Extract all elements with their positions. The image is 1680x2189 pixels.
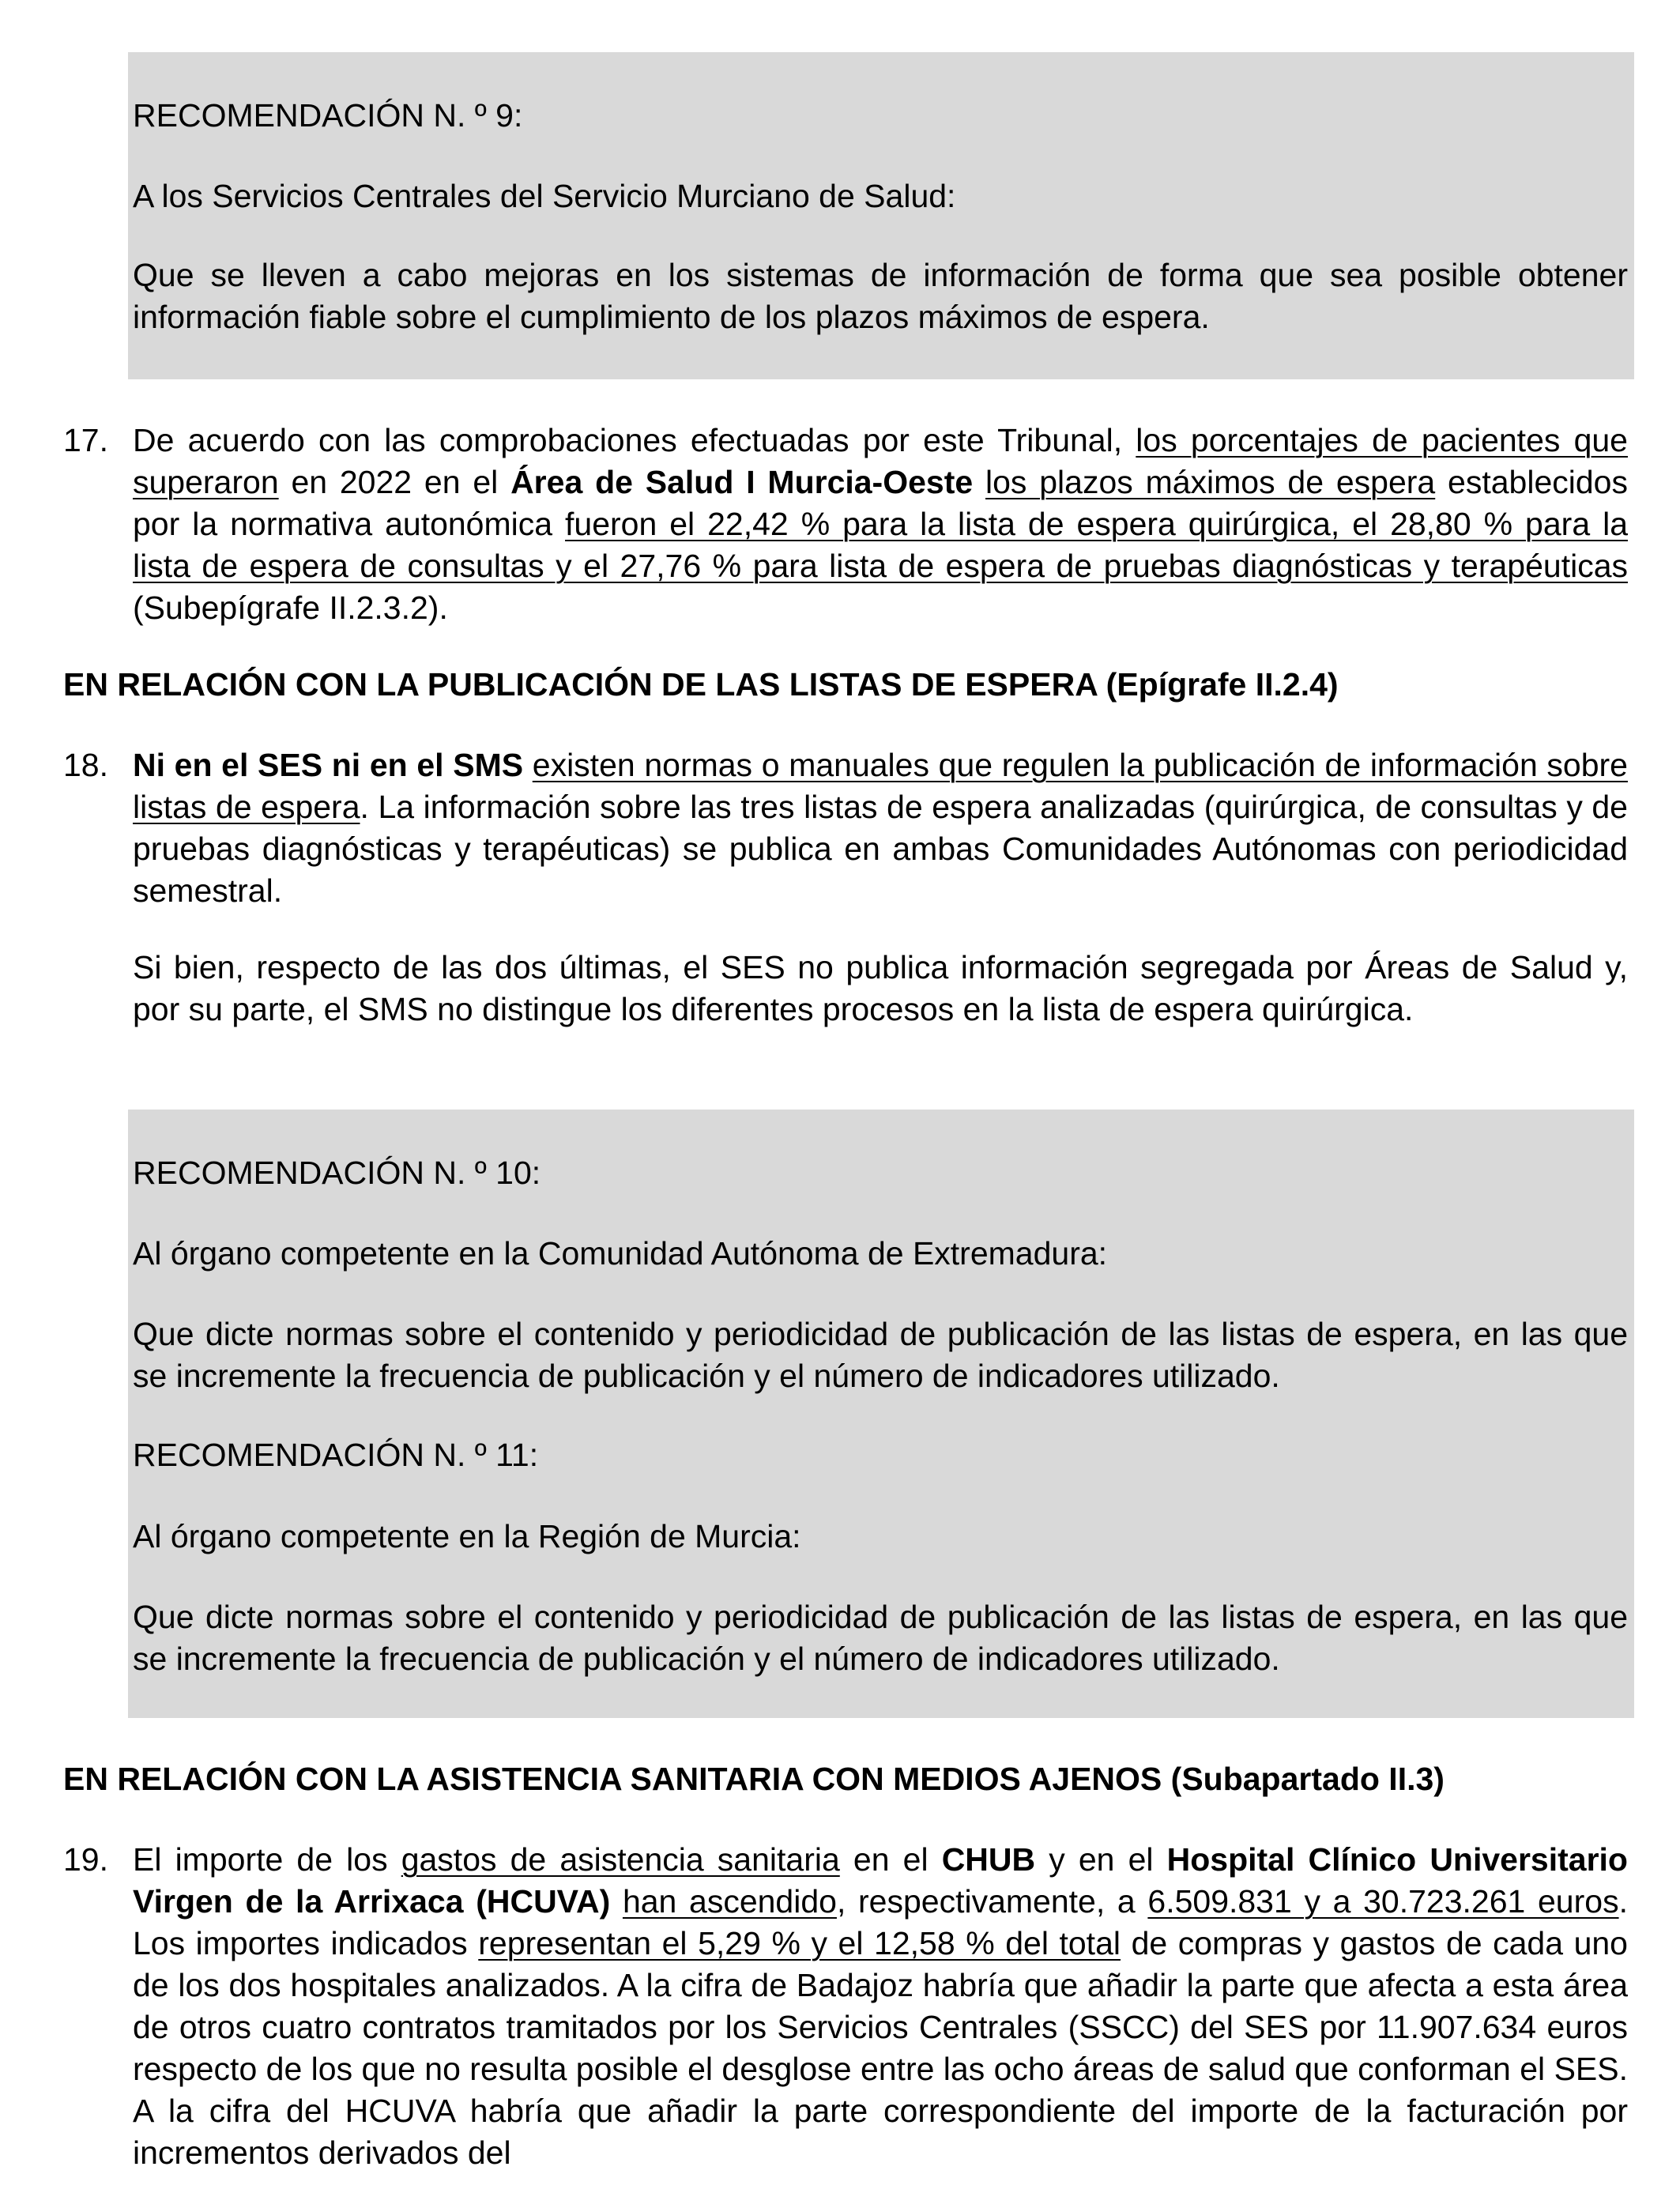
recommendation-9-text: Que se lleven a cabo mejoras en los sistemas de información de forma que sea posible obtener información fiable sobre el cumplimiento de los plazos máximos de espera. — [133, 257, 1628, 335]
heading-asistencia: EN RELACIÓN CON LA ASISTENCIA SANITARIA CON MEDIOS AJENOS (Subapartado II.3) — [63, 1761, 1445, 1797]
heading-publicacion: EN RELACIÓN CON LA PUBLICACIÓN DE LAS LISTAS DE ESPERA (Epígrafe II.2.4) — [63, 666, 1339, 703]
item-18-paragraph-2: Si bien, respecto de las dos últimas, el SES no publica información segregada por Áreas de Salud y, por su parte, el SMS no distingue los diferentes procesos en la lista de espera quirúrgica. — [133, 949, 1628, 1027]
item-19-text-6: . Los importes indicados — [133, 1883, 1628, 1961]
item-17-text-1: De acuerdo con las comprobaciones efectuadas por este Tribunal, — [133, 422, 1136, 458]
recommendation-11-text: Que dicte normas sobre el contenido y periodicidad de publicación de las listas de espera, en las que se incremente la frecuencia de publicación y el número de indicadores utilizado. — [133, 1599, 1628, 1677]
item-19-bold-chub: CHUB — [941, 1841, 1036, 1878]
item-17-text-5: (Subepígrafe II.2.3.2). — [133, 590, 448, 626]
item-19-underline-3: 6.509.831 y a 30.723.261 euros — [1147, 1883, 1619, 1920]
item-19-paragraph — [133, 1839, 1628, 2174]
recommendation-9-title: RECOMENDACIÓN N. º 9: — [133, 97, 523, 134]
item-17-bold-area: Área de Salud I Murcia-Oeste — [510, 464, 974, 500]
recommendation-11-recipient: Al órgano competente en la Región de Murcia: — [133, 1518, 801, 1554]
item-19-underline-2: han ascendido — [622, 1883, 837, 1920]
recommendation-11-title: RECOMENDACIÓN N. º 11: — [133, 1437, 539, 1473]
item-17-number: 17. — [63, 422, 108, 458]
item-18-number: 18. — [63, 747, 108, 783]
recommendation-10-text: Que dicte normas sobre el contenido y periodicidad de publicación de las listas de espera, en las que se incremente la frecuencia de publicación y el número de indicadores utilizado. — [133, 1316, 1628, 1394]
item-17-underline-2: los plazos máximos de espera — [985, 464, 1436, 500]
item-19-underline-1: gastos de asistencia sanitaria — [401, 1841, 840, 1878]
item-18-text-1 — [523, 747, 533, 783]
item-19-text-7: de compras y gastos de cada uno de los dos hospitales analizados. A la cifra de Badajoz habría que añadir la parte que afecta a esta área de otros cuatro contratos tramitados por los Servicios Centrales (SSCC) del SES por 11.907.634 euros respecto de los que no resulta posible el desglose entre las ocho áreas de salud que conforman el SES. A la cifra del HCUVA habría que añadir la parte correspondiente del importe de la facturación por incrementos derivados del — [133, 1925, 1628, 2171]
item-19-text-1: El importe de los — [133, 1841, 401, 1878]
item-17-text-2: en 2022 en el — [278, 464, 511, 500]
item-17-paragraph — [133, 420, 1628, 629]
item-17-text-3 — [973, 464, 985, 500]
item-18-paragraph — [133, 744, 1628, 912]
item-19-text-2: en el — [839, 1841, 942, 1878]
item-18-underline-1: existen normas o manuales que regulen la publicación de información sobre listas de espera — [133, 747, 1628, 825]
item-19-number: 19. — [63, 1841, 108, 1878]
item-18-text-2: . La información sobre las tres listas de espera analizadas (quirúrgica, de consultas y de pruebas diagnósticas y terapéuticas) se publica en ambas Comunidades Autónomas con periodicidad semestral. — [133, 789, 1628, 909]
item-17-text-4: establecidos por la normativa autonómica — [133, 464, 1628, 542]
item-19-bold-hcuva: Hospital Clínico Universitario Virgen de la Arrixaca (HCUVA) — [133, 1841, 1628, 1920]
item-19-text-3: y en el — [1035, 1841, 1167, 1878]
item-17-underline-1: los porcentajes de pacientes que superaron — [133, 422, 1628, 500]
recommendation-10-recipient: Al órgano competente en la Comunidad Autónoma de Extremadura: — [133, 1235, 1108, 1272]
item-19-underline-4: representan el 5,29 % y el 12,58 % del total — [478, 1925, 1121, 1961]
item-19-text-4 — [610, 1883, 623, 1920]
item-18-bold-ses-sms: Ni en el SES ni en el SMS — [133, 747, 524, 783]
recommendation-9-recipient: A los Servicios Centrales del Servicio Murciano de Salud: — [133, 178, 956, 214]
item-19-text-5: , respectivamente, a — [836, 1883, 1148, 1920]
item-17-underline-3: fueron el 22,42 % para la lista de espera quirúrgica, el 28,80 % para la lista de espera de consultas y el 27,76 % para lista de espera de pruebas diagnósticas y terapéuticas — [133, 506, 1628, 584]
recommendation-10-title: RECOMENDACIÓN N. º 10: — [133, 1155, 541, 1191]
